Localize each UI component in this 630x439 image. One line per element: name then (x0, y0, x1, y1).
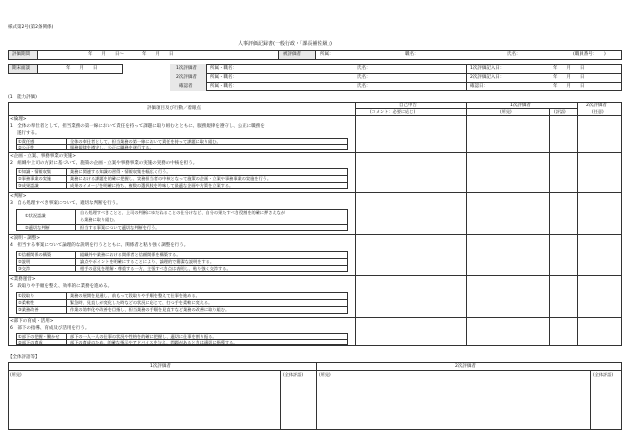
item-flexibility-text: 緊急時、見直しが変化した時などの状況に応じて、打つ手を柔軟に変える。 (70, 300, 213, 305)
evaluatee-position-label: 職名： (405, 52, 419, 57)
first-evaluator-grade-area[interactable] (550, 116, 577, 346)
overall-first-grade: (全体評語) (283, 372, 304, 377)
overall-second-remark: (所見) (319, 372, 331, 377)
closing-value: 年 月 日 (66, 66, 98, 71)
item-negotiation-text: 相手の意見を理解・尊重する一方、主張すべき点は表明し、粘り強く交渉する。 (80, 266, 231, 271)
period-label: 評価期間 (12, 52, 30, 57)
group-planning-head: <企画・立案、事務事業の実施> (10, 154, 77, 159)
group-operations-head: <業務運営> (10, 277, 36, 282)
overall-title: 【全体評語等】 (8, 355, 40, 360)
evaluator-1-name: 氏名： (357, 66, 371, 71)
form-title: 人事評価記録書(一般行政・「課長補佐級」) (238, 41, 332, 47)
item-improvement-text: 作業の効率化や改善を目指し、担当業務の手順を見直すなど業務の改善に取り組む。 (70, 307, 230, 312)
overall-first-remark-input[interactable] (9, 378, 279, 429)
col-first-remark: (所見) (500, 109, 512, 114)
item-staff-development-label: ②部下の育成 (18, 340, 43, 345)
item-trust-label: ①信頼関係の構築 (18, 252, 52, 257)
evaluator-2-name: 氏名： (357, 75, 371, 80)
item-fairness-label: ②公正性 (18, 145, 35, 150)
col-self-subheader: (コメント：必要に応じ) (370, 109, 416, 114)
evaluator-2-date-label: 2次評価記入日： (470, 75, 505, 80)
item-implementation-text: 業務における課題を的確に把握し、実務担当者の中核となって施策の企画・立案や事務事業の実施を行う。 (70, 176, 272, 181)
staff-number-label: (職員番号： ) (573, 52, 606, 57)
group-staff-desc: 6 部下の指導、育成及び活用を行う。 (10, 326, 90, 331)
evaluator-2-date: 年 月 日 (553, 75, 585, 80)
item-responsibility-label: ①責任感 (18, 139, 35, 144)
item-negotiation-label: ③交渉 (18, 266, 31, 271)
self-assessment-input-area[interactable] (356, 116, 466, 346)
item-knowledge-label: ①知識・情報収集 (18, 169, 52, 174)
item-staff-grasp-text: 部下の一人一人の仕事の状況や性格を的確に把握し、適切に仕事を割り振る。 (70, 334, 217, 339)
group-explanation-head: <説明・調整> (10, 236, 41, 241)
item-knowledge-text: 業務に関連する知識の習得・情報収集を幅広く行う。 (70, 169, 171, 174)
item-staff-development-text: 部下の育成のため、的確な指示やアドバイスを与え、問題があるときは適切に指導する。 (70, 340, 238, 345)
evaluator-1-date-label: 1次評価記入日： (470, 66, 505, 71)
item-arrangement-label: ①段取り (18, 293, 35, 298)
group-staff-head: <部下の育成・活用> (10, 319, 54, 324)
evaluatee-dept-label: 所属： (320, 52, 334, 57)
col-items-header: 評価項目及び行動／着眼点 (147, 106, 201, 111)
group-ethics-desc-cont: 遂行する。 (17, 131, 40, 136)
col-second-subheader: (任意) (592, 109, 604, 114)
evaluator-1-date: 年 月 日 (553, 66, 585, 71)
item-judgment-text: 担当する事案について適切な判断を行う。 (80, 225, 160, 230)
item-explanation-text: 論点やポイントを明確にすることにより、論理的で簡潔な説明をする。 (80, 259, 215, 264)
evaluator-2-role: 2次評価者 (176, 75, 197, 80)
second-evaluator-area[interactable] (578, 116, 622, 346)
overall-second-grade-input[interactable] (591, 378, 622, 429)
item-judgment-label: ②適切な判断 (25, 225, 50, 230)
evaluator-2-dept: 所属・職名： (210, 75, 237, 80)
item-flexibility-label: ②柔軟性 (18, 300, 35, 305)
col-first-header: 1次評価者 (510, 103, 531, 108)
evaluatee-name-label: 氏名： (507, 52, 521, 57)
group-judgment-desc: 3 自ら処理すべき事案について、適切な判断を行う。 (10, 201, 121, 206)
confirmer-name: 氏名： (357, 84, 371, 89)
period-value: 年 月 日〜 年 月 日 (88, 52, 174, 57)
confirmer-date-label: 確認日： (470, 84, 488, 89)
col-second-header: 2次評価者 (586, 103, 607, 108)
closing-label: 期末面談 (12, 66, 30, 71)
col-self-header: 自己申告 (399, 103, 417, 108)
first-evaluator-remark-area[interactable] (467, 116, 549, 346)
item-fairness-text: 服務規律を遵守し、公正に職務を遂行する。 (70, 145, 154, 150)
item-responsibility-text: 全体の奉仕者として、担当業務の第一線において責任を持って課題に取り組む。 (70, 139, 221, 144)
evaluatee-label: 被評価者 (283, 52, 301, 57)
confirmer-dept: 所属・職名： (210, 84, 237, 89)
item-arrangement-text: 業務の展開を見通し、前もって段取りや手順を整えて仕事を進める。 (70, 293, 200, 298)
item-situation-text-cont: ら業務に取り組む。 (80, 217, 118, 222)
group-operations-desc: 5 段取りや手順を整え、効率的に業務を進める。 (10, 284, 113, 289)
item-staff-grasp-label: ①部下の把握・働かせ (18, 334, 60, 339)
overall-first-grade-input[interactable] (281, 378, 316, 429)
item-explanation-label: ②説明 (18, 259, 31, 264)
group-judgment-head: <判断> (10, 194, 27, 199)
item-trust-text: 組織外や業務における関係者と信頼関係を構築する。 (80, 252, 181, 257)
group-ethics-head: <倫理> (10, 117, 27, 122)
evaluator-1-role: 1次評価者 (176, 66, 197, 71)
form-id: 様式第2号(第2条関係) (8, 25, 54, 30)
section-ability-title: (1 能力評価) (8, 95, 37, 100)
group-explanation-desc: 4 担当する事案について論理的な説明を行うとともに、関係者と粘り強く調整を行う。 (10, 243, 189, 248)
item-situation-text: 自ら処理すべきことと、上司の判断にゆだねることの仕分けなど、自分の果たすべき役割を的確に押さえなが (80, 210, 286, 215)
item-outcome-text: 成果のイメージを明確に持ち、複数の選択肢を吟味して最適な企画や方策を立案する。 (70, 183, 234, 188)
overall-first-header: 1次評価者 (150, 364, 171, 369)
confirmer-role: 確認者 (179, 84, 193, 89)
item-situation-label: ①状況認識 (25, 213, 46, 218)
evaluator-1-dept: 所属・職名： (210, 66, 237, 71)
col-first-grade: (評語) (554, 109, 566, 114)
overall-first-remark: (所見) (10, 372, 22, 377)
item-improvement-label: ③業務改善 (18, 307, 39, 312)
overall-second-remark-input[interactable] (317, 378, 589, 429)
group-planning-desc: 2 組織や上司の方針に基づいて、施策の企画・立案や事務事業の実施の実務の中核を担う。 (10, 161, 198, 166)
item-implementation-label: ②事務事業の実施 (18, 176, 52, 181)
item-outcome-label: ③成果認識 (18, 183, 39, 188)
confirmer-date: 年 月 日 (553, 84, 585, 89)
overall-second-grade: (全体評語) (593, 372, 614, 377)
group-ethics-desc: 1 全体の奉仕者として、担当業務の第一線において責任を持って課題に取り組むとともに、服務規律を遵守し、公正に職務を (10, 124, 265, 129)
overall-second-header: 2次評価者 (455, 364, 476, 369)
